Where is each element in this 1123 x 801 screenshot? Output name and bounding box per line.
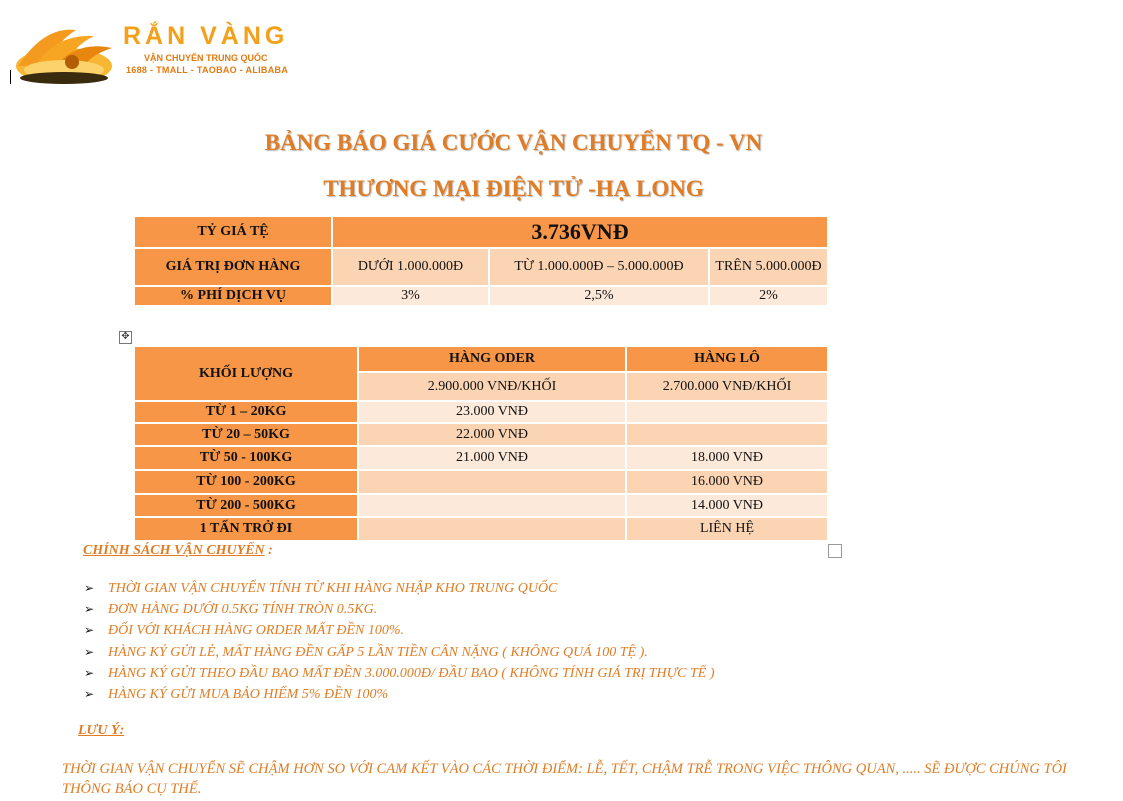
oder-price-cell — [358, 470, 626, 494]
table-row — [134, 494, 828, 517]
lotus-logo-icon — [14, 18, 119, 88]
fee-label: % PHÍ DỊCH VỤ — [134, 286, 332, 306]
exchange-row — [134, 216, 828, 248]
fee-cell: 2% — [709, 286, 828, 306]
oder-price-cell: 21.000 VNĐ — [358, 446, 626, 470]
arrow-bullet-icon: ➢ — [84, 581, 95, 595]
list-item — [84, 663, 715, 684]
list-item — [84, 642, 715, 663]
weight-cell: TỪ 200 - 500KG — [134, 494, 358, 517]
policy-item-text: ĐƠN HÀNG DƯỚI 0.5KG TÍNH TRÒN 0.5KG. — [108, 602, 378, 618]
order-value-row — [134, 248, 828, 286]
oder-price-cell — [358, 517, 626, 541]
lot-block-price: 2.700.000 VNĐ/KHỐI — [626, 372, 828, 401]
weight-cell: 1 TẤN TRỞ ĐI — [134, 517, 358, 541]
table-row — [134, 470, 828, 494]
tier-cell: DƯỚI 1.000.000Đ — [332, 248, 489, 286]
oder-header: HÀNG ODER — [358, 346, 626, 372]
table-move-handle-icon[interactable]: ✥ — [119, 331, 132, 344]
shipping-header-row — [134, 346, 828, 372]
text-cursor — [10, 70, 11, 84]
logo — [14, 18, 314, 88]
tier-cell: TRÊN 5.000.000Đ — [709, 248, 828, 286]
order-value-label: GIÁ TRỊ ĐƠN HÀNG — [134, 248, 332, 286]
lot-price-cell: 16.000 VNĐ — [626, 470, 828, 494]
policy-item-text: HÀNG KÝ GỬI MUA BẢO HIỂM 5% ĐỀN 100% — [108, 686, 389, 702]
note-heading: LƯU Ý: — [78, 723, 125, 738]
weight-cell: TỪ 20 – 50KG — [134, 423, 358, 446]
list-item — [84, 620, 715, 641]
table-resize-handle[interactable] — [828, 544, 842, 558]
policy-heading — [83, 543, 273, 559]
arrow-bullet-icon: ➢ — [84, 602, 95, 617]
weight-cell: TỪ 100 - 200KG — [134, 470, 358, 494]
lot-price-cell: LIÊN HỆ — [626, 517, 828, 541]
lot-price-cell — [626, 401, 828, 423]
rate-table — [133, 215, 829, 307]
policy-item-text: ĐỐI VỚI KHÁCH HÀNG ORDER MẤT ĐỀN 100%. — [108, 623, 405, 639]
weight-cell: TỪ 1 – 20KG — [134, 401, 358, 423]
brand-name: RẮN VÀNG — [123, 22, 289, 50]
oder-price-cell: 23.000 VNĐ — [358, 401, 626, 423]
table-row — [134, 517, 828, 541]
fee-row — [134, 286, 828, 306]
list-item — [84, 578, 715, 599]
tier-cell: TỪ 1.000.000Đ – 5.000.000Đ — [489, 248, 709, 286]
oder-price-cell — [358, 494, 626, 517]
policy-item-text: HÀNG KÝ GỬI LẺ, MẤT HÀNG ĐỀN GẤP 5 LẦN TIỀN CÂN NẶNG ( KHÔNG QUÁ 100 TỆ ). — [108, 644, 648, 660]
arrow-bullet-icon: ➢ — [84, 665, 95, 680]
arrow-bullet-icon: ➢ — [84, 644, 95, 659]
policy-list — [84, 578, 715, 705]
lot-price-cell: 14.000 VNĐ — [626, 494, 828, 517]
brand-tagline: 1688 - TMALL - TAOBAO - ALIBABA — [126, 65, 289, 75]
policy-item-text: HÀNG KÝ GỬI THEO ĐẦU BAO MẤT ĐỀN 3.000.000Đ/ ĐẦU BAO ( KHÔNG TÍNH GIÁ TRỊ THỰC TẾ ) — [108, 665, 715, 681]
policy-heading-text: CHÍNH SÁCH VẬN CHUYỂN — [83, 543, 265, 558]
weight-header: KHỐI LƯỢNG — [134, 346, 358, 401]
table-row — [134, 446, 828, 470]
exchange-label: TỶ GIÁ TỆ — [134, 216, 332, 248]
oder-block-price: 2.900.000 VNĐ/KHỐI — [358, 372, 626, 401]
arrow-bullet-icon: ➢ — [84, 623, 95, 638]
list-item — [84, 684, 715, 705]
table-row — [134, 401, 828, 423]
weight-cell: TỪ 50 - 100KG — [134, 446, 358, 470]
lot-header: HÀNG LÔ — [626, 346, 828, 372]
policy-heading-colon: : — [264, 543, 273, 558]
arrow-bullet-icon: ➢ — [84, 686, 95, 701]
note-text: THỜI GIAN VẬN CHUYỂN SẼ CHẬM HƠN SO VỚI CAM KẾT VÀO CÁC THỜI ĐIỂM: LỄ, TẾT, CHẬM TRỄ TRONG VIỆC THÔNG QUAN, ..... SẼ ĐƯỢC CHÚNG TÔI THÔNG BÁO CỤ THỂ. — [62, 761, 1067, 797]
policy-item-text: THỜI GIAN VẬN CHUYỂN TÍNH TỪ KHI HÀNG NHẬP KHO TRUNG QUỐC — [108, 581, 558, 596]
lot-price-cell — [626, 423, 828, 446]
page-title: BẢNG BÁO GIÁ CƯỚC VẬN CHUYỂN TQ - VN — [264, 130, 763, 155]
list-item — [84, 599, 715, 620]
exchange-value: 3.736VNĐ — [332, 216, 828, 248]
oder-price-cell: 22.000 VNĐ — [358, 423, 626, 446]
fee-cell: 2,5% — [489, 286, 709, 306]
lot-price-cell: 18.000 VNĐ — [626, 446, 828, 470]
page-subtitle: THƯƠNG MẠI ĐIỆN TỬ -HẠ LONG — [323, 176, 704, 201]
shipping-table — [133, 345, 829, 542]
table-row — [134, 423, 828, 446]
brand-subtitle: VẬN CHUYỂN TRUNG QUỐC — [144, 53, 268, 63]
fee-cell: 3% — [332, 286, 489, 306]
